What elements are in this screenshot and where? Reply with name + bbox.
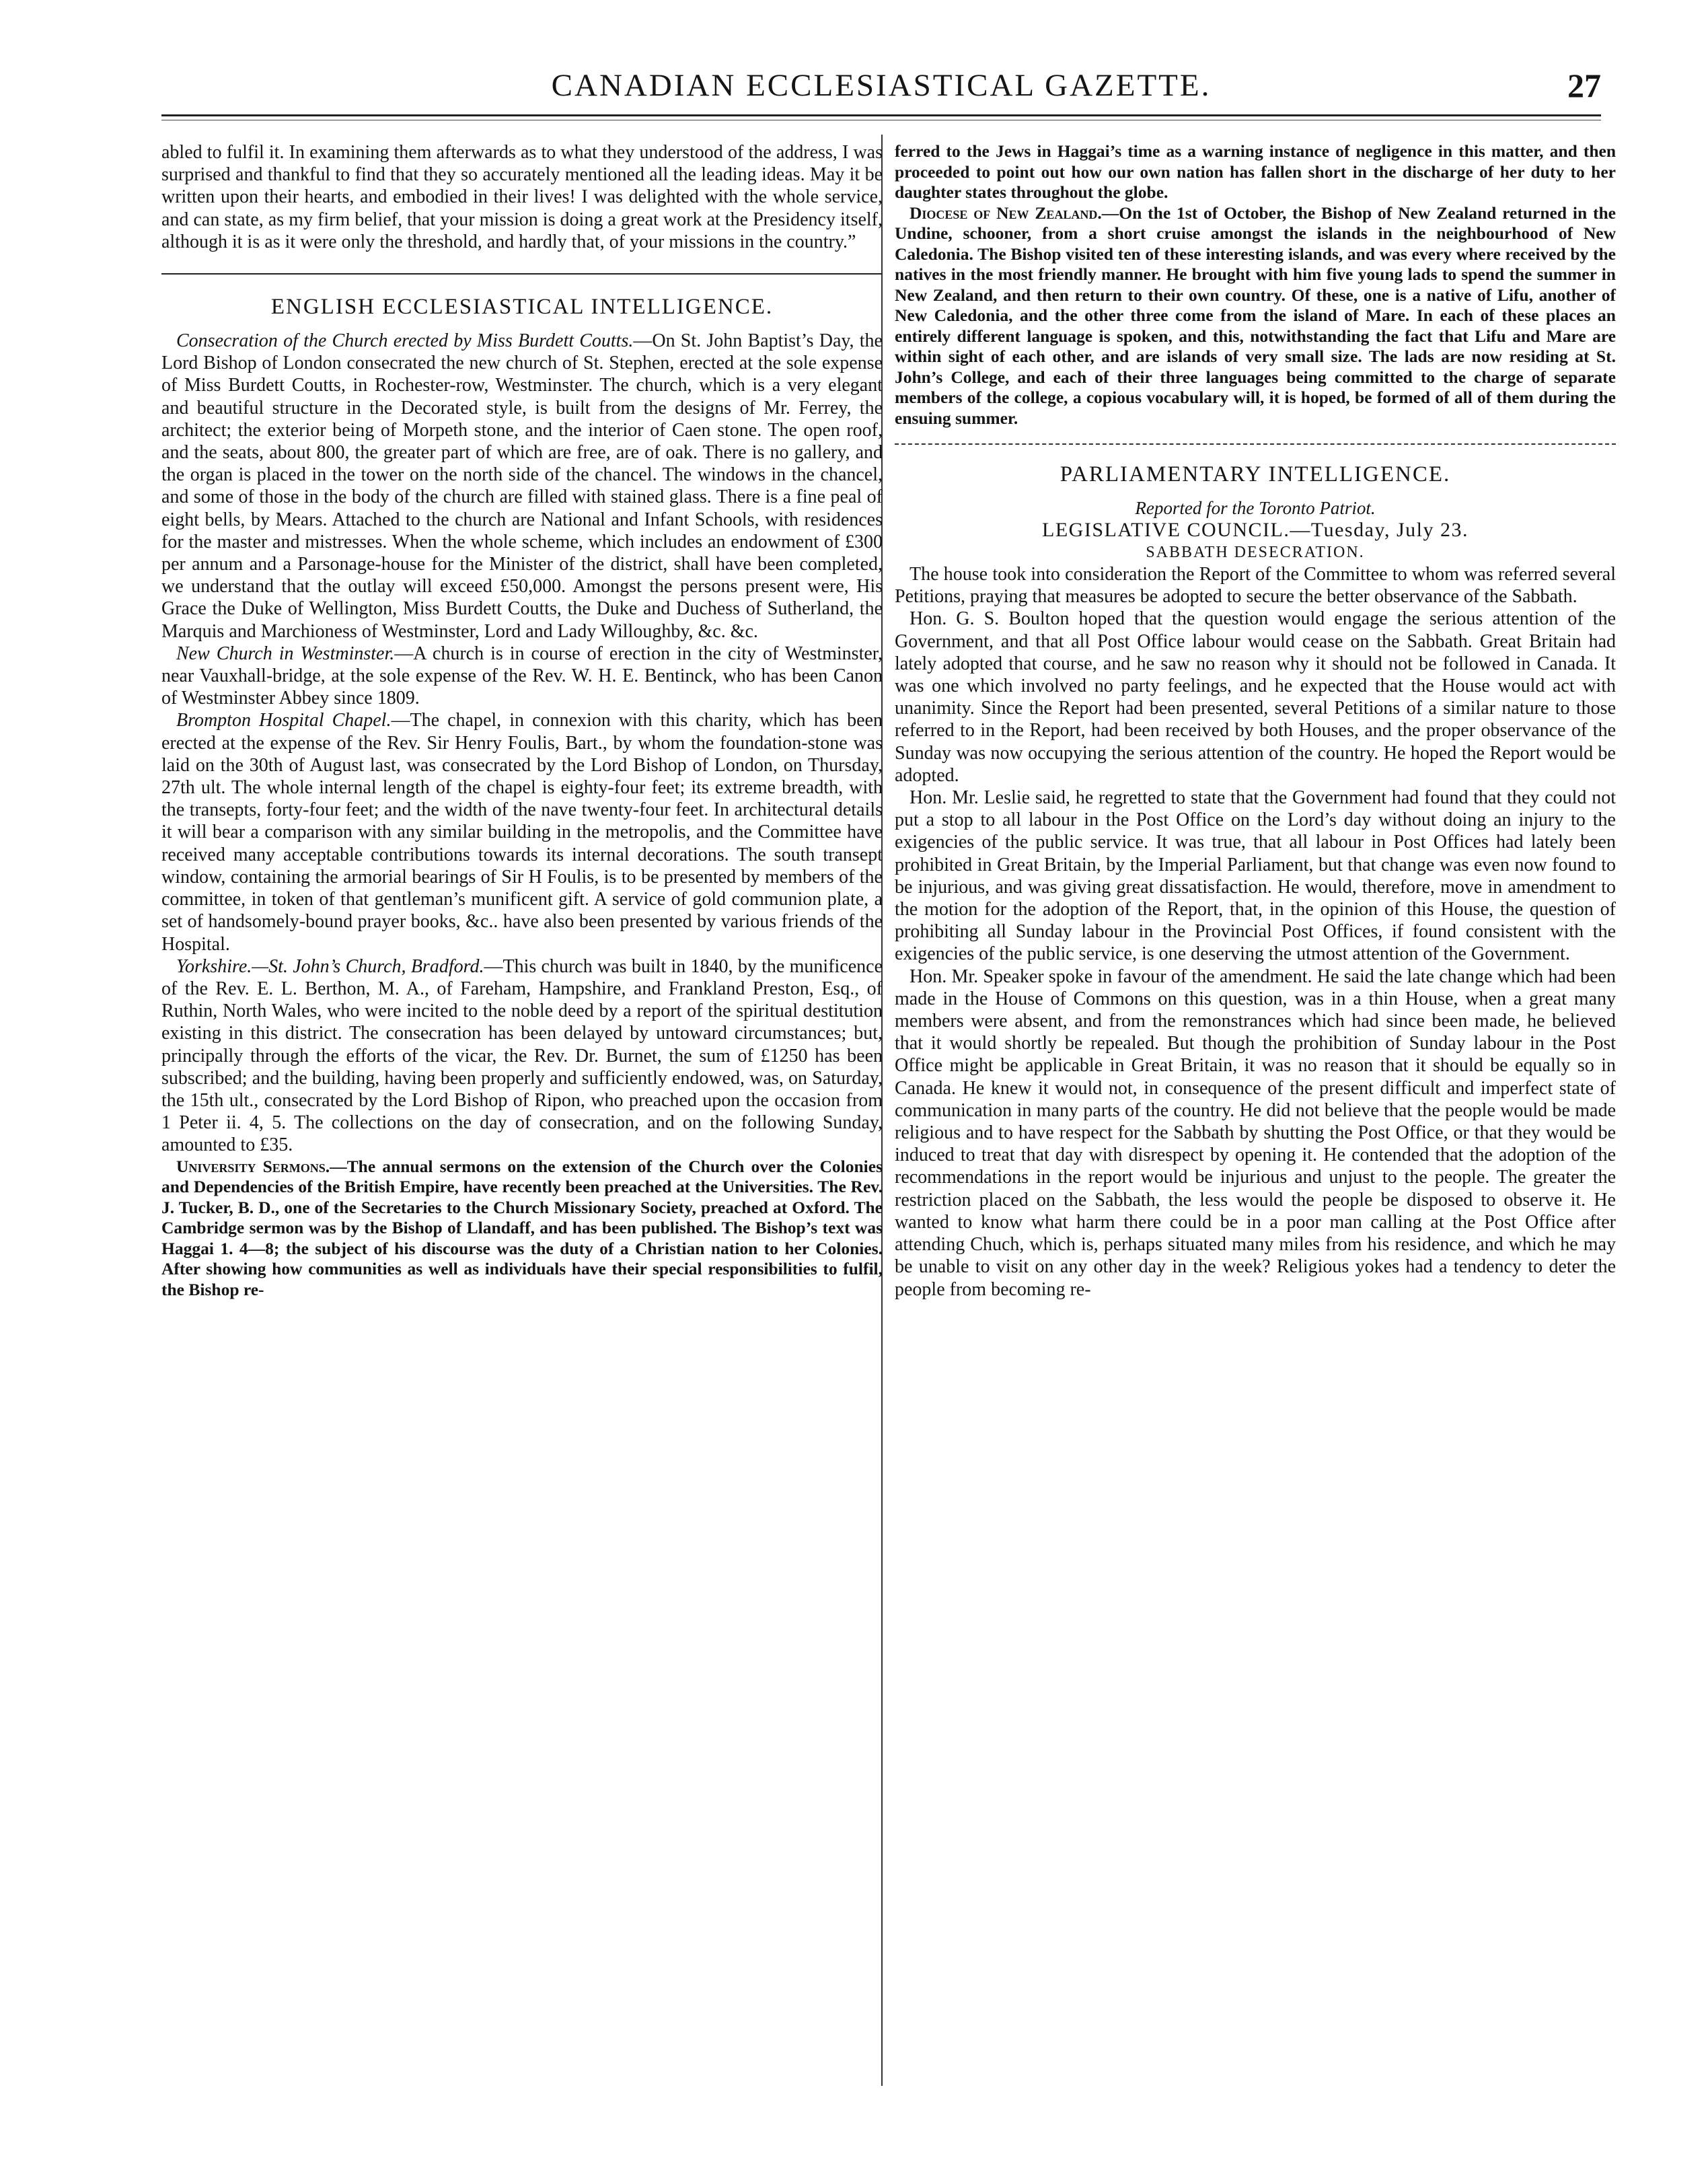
article-body: —The chapel, in connexion with this charity, which has been erected at the expense of the Rev. Sir Henry Foulis, Bart., by whom the foundation-stone was laid on the 30th of August last, was consecrated by the Lord Bishop of London, on Thursday, 27th ult. The whole internal length of the chapel is eighty-four feet; its extreme breadth, with the transepts, forty-four feet; and the width of the nave twenty-four feet. In architectural details it will bear a comparison with any similar building in the metropolis, and the Committee have received many acceptable contributions towards its internal decorations. The south transept window, containing the armorial bearings of Sir H Foulis, is to be presented by members of the committee, in token of that gentleman’s munificent gift. A service of gold communion plate, a set of handsomely-bound prayer books, &c.. have also been presented by various friends of the Hospital. [161, 710, 883, 955]
article-body: —On the 1st of October, the Bishop of New Zealand returned in the Undine, schooner, from a short cruise amongst the islands in the neighbourhood of New Caledonia. The Bishop visited ten of these interesting islands, and was every where received by the natives in the most friendly manner. He brought with him five young lads to spend the summer in New Zealand, and then return to their own country. Of these, one is a native of Lifu, another of New Caledonia, and the other three come from the island of Mare. In each of these places an entirely different language is spoken, and this, notwithstanding the fact that Lifu and Mare are within sight of each other, and are islands of very small size. The lads are now residing at St. John’s College, and each of their three languages being committed to the charge of separate members of the college, a copious vocabulary will, it is hoped, be formed of all of them during the ensuing summer. [895, 203, 1616, 428]
article-body: —The annual sermons on the extension of the Church over the Colonies and Dependencies of the British Empire, have recently been preached at the Universities. The Rev. J. Tucker, B. D., one of the Secretaries to the Church Missionary Society, preached at Oxford. The Cambridge sermon was by the Bishop of Llandaff, and has been published. The Bishop’s text was Haggai 1. 4—8; the subject of his discourse was the duty of a Christian nation to her Colonies. After showing how communities as well as individuals have their special responsibilities to fulfil, the Bishop re- [161, 1156, 883, 1299]
article-body: —This church was built in 1840, by the munificence of the Rev. E. L. Berthon, M. A., of Fareham, Hampshire, and Frankland Preston, Esq., of Ruthin, North Wales, who were incited to the noble deed by a report of the spiritual destitution existing in this district. The consecration has been delayed by untoward circumstances; but, principally through the efforts of the vicar, the Rev. Dr. Burnet, the sum of £1250 has been subscribed; and the building, having been properly and sufficiently endowed, was, on Saturday, the 15th ult., consecrated by the Lord Bishop of Ripon, who preached upon the occasion from 1 Peter ii. 4, 5. The collections on the day of consecration, and on the following Sunday, amounted to £35. [161, 955, 883, 1156]
article-lead: Yorkshire.—St. John’s Church, Bradford. [176, 955, 484, 977]
article-body: —A church is in course of erection in the city of Westminster, near Vauxhall-bridge, at the sole expense of the Rev. W. H. E. Bentinck, who has been Canon of Westminster Abbey since 1809. [161, 643, 883, 709]
section-divider [895, 443, 1616, 445]
article-brompton [161, 709, 883, 955]
article-lead: University Sermons. [176, 1156, 330, 1176]
article-yorkshire [161, 955, 883, 1157]
section-divider [161, 273, 883, 275]
intro-quote: abled to fulfil it. In examining them afterwards as to what they understood of the address, I was surprised and thankful to find that they so accurately mentioned all the leading ideas. May it be written upon their hearts, and embodied in their lives! I was delighted with the whole service, and can state, as my firm belief, that your mission is doing a great work at the Presidency itself, although it is as it were only the threshold, and hardly that, of your missions in the country.” [161, 142, 883, 252]
parliament-paragraph: Hon. Mr. Speaker spoke in favour of the amendment. He said the late change which had been made in the House of Commons on this question, was in a thin House, when a great many members were absent, and from the remonstrances which had since been made, he believed that it would shortly be repealed. But though the prohibition of Sunday labour in the Post Office might be applicable in Great Britain, it was no reason that it should be equally so in Canada. He knew it would not, in consequence of the present difficult and imperfect state of communication in many parts of the country. He did not believe that the people would be made religious and to have respect for the Sabbath by shutting the Post Office, or that they would be induced to treat that day with disrespect by opening it. He contended that the adoption of the recommendations in the report would be injurious and unjust to the people. The greater the restriction placed on the Sabbath, the less would the people be disposed to observe it. He wanted to know what harm there could be in a poor man calling at the Post Office after attending Chuch, which is, perhaps situated many miles from his residence, and which he may be unable to visit on any other day in the week? Religious yokes had a tendency to deter the people from becoming re- [895, 966, 1616, 1300]
page-header [161, 65, 1601, 106]
article-lead: New Church in Westminster. [176, 643, 395, 664]
page-number: 27 [1567, 67, 1601, 104]
article-university [161, 1157, 883, 1301]
article-lead: Diocese of New Zealand. [909, 203, 1102, 223]
subheading: SABBATH DESECRATION. [1146, 544, 1365, 561]
council-heading: LEGISLATIVE COUNCIL.—Tuesday, July 23. [1042, 519, 1469, 541]
section-heading-english: ENGLISH ECCLESIASTICAL INTELLIGENCE. [270, 295, 774, 320]
left-column [161, 141, 883, 1300]
article-new-zealand [895, 203, 1616, 429]
parliament-paragraph: The house took into consideration the Report of the Committee to whom was referred several Petitions, praying that measures be adopted to secure the better observance of the Sabbath. [895, 564, 1616, 608]
article-lead: Consecration of the Church erected by Miss Burdett Coutts. [176, 330, 634, 352]
parliament-paragraph: Hon. G. S. Boulton hoped that the question would engage the serious attention of the Government, and that all Post Office labour would cease on the Sabbath. Great Britain had lately adopted that course, and he saw no reason why it should not be followed in Canada. It was one which involved no party feelings, and he expected that the House would act with unanimity. Since the Report had been presented, several Petitions of a similar nature to those referred to in the Report, had been received by both Houses, and the proper observance of the Sunday was now occupying the serious attention of the country. He hoped the Report would be adopted. [895, 608, 1616, 786]
article-continued: ferred to the Jews in Haggai’s time as a warning instance of negligence in this matter, and then proceeded to point out how our own nation has fallen short in the discharge of her duty to her daughter states throughout the globe. [895, 141, 1616, 202]
article-body: —On St. John Baptist’s Day, the Lord Bishop of London consecrated the new church of St. Stephen, erected at the sole expense of Miss Burdett Coutts, in Rochester-row, Westminster. The church, which is a very elegant and beautiful structure in the Decorated style, is built from the designs of Mr. Ferrey, the architect; the exterior being of Morpeth stone, and the interior of Caen stone. The open roof, and the seats, about 800, the greater part of which are free, are of oak. There is no gallery, and the organ is placed in the tower on the north side of the chancel. The windows in the chancel, and some of those in the body of the church are filled with stained glass. There is a fine peal of eight bells, by Mears. Attached to the church are National and Infant Schools, with residences for the master and mistresses. When the whole scheme, which includes an endowment of £300 per annum and a Parsonage-house for the Minister of the district, shall have been completed, we understand that the outlay will exceed £50,000. Amongst the persons present were, His Grace the Duke of Wellington, Miss Burdett Coutts, the Duke and Duchess of Sutherland, the Marquis and Marchioness of Westminster, Lord and Lady Willoughby, &c. &c. [161, 330, 883, 642]
reported-for: Reported for the Toronto Patriot. [1135, 498, 1376, 518]
article-consecration [161, 330, 883, 643]
header-rule [161, 114, 1601, 116]
parliament-paragraph: Hon. Mr. Leslie said, he regretted to state that the Government had found that they could not put a stop to all labour in the Post Office on the Lord’s day without doing an injury to the exigencies of the public service. It was true, that all labour in Post Offices had lately been prohibited in Great Britain, by the Imperial Parliament, but that change was even now found to be injurious, and was giving great dissatisfaction. He would, therefore, move in amendment to the motion for the adoption of the Report, that, in the opinion of this House, the question of prohibiting all Sunday labour in the Provincial Post Offices, if found consistent with the exigencies of the public service, is one deserving the utmost attention of the Government. [895, 787, 1616, 965]
article-new-church [161, 643, 883, 710]
article-lead: Brompton Hospital Chapel. [176, 710, 392, 731]
page-title: CANADIAN ECCLESIASTICAL GAZETTE. [551, 68, 1212, 103]
right-column [895, 141, 1616, 1301]
section-heading-parliamentary: PARLIAMENTARY INTELLIGENCE. [1060, 462, 1451, 486]
